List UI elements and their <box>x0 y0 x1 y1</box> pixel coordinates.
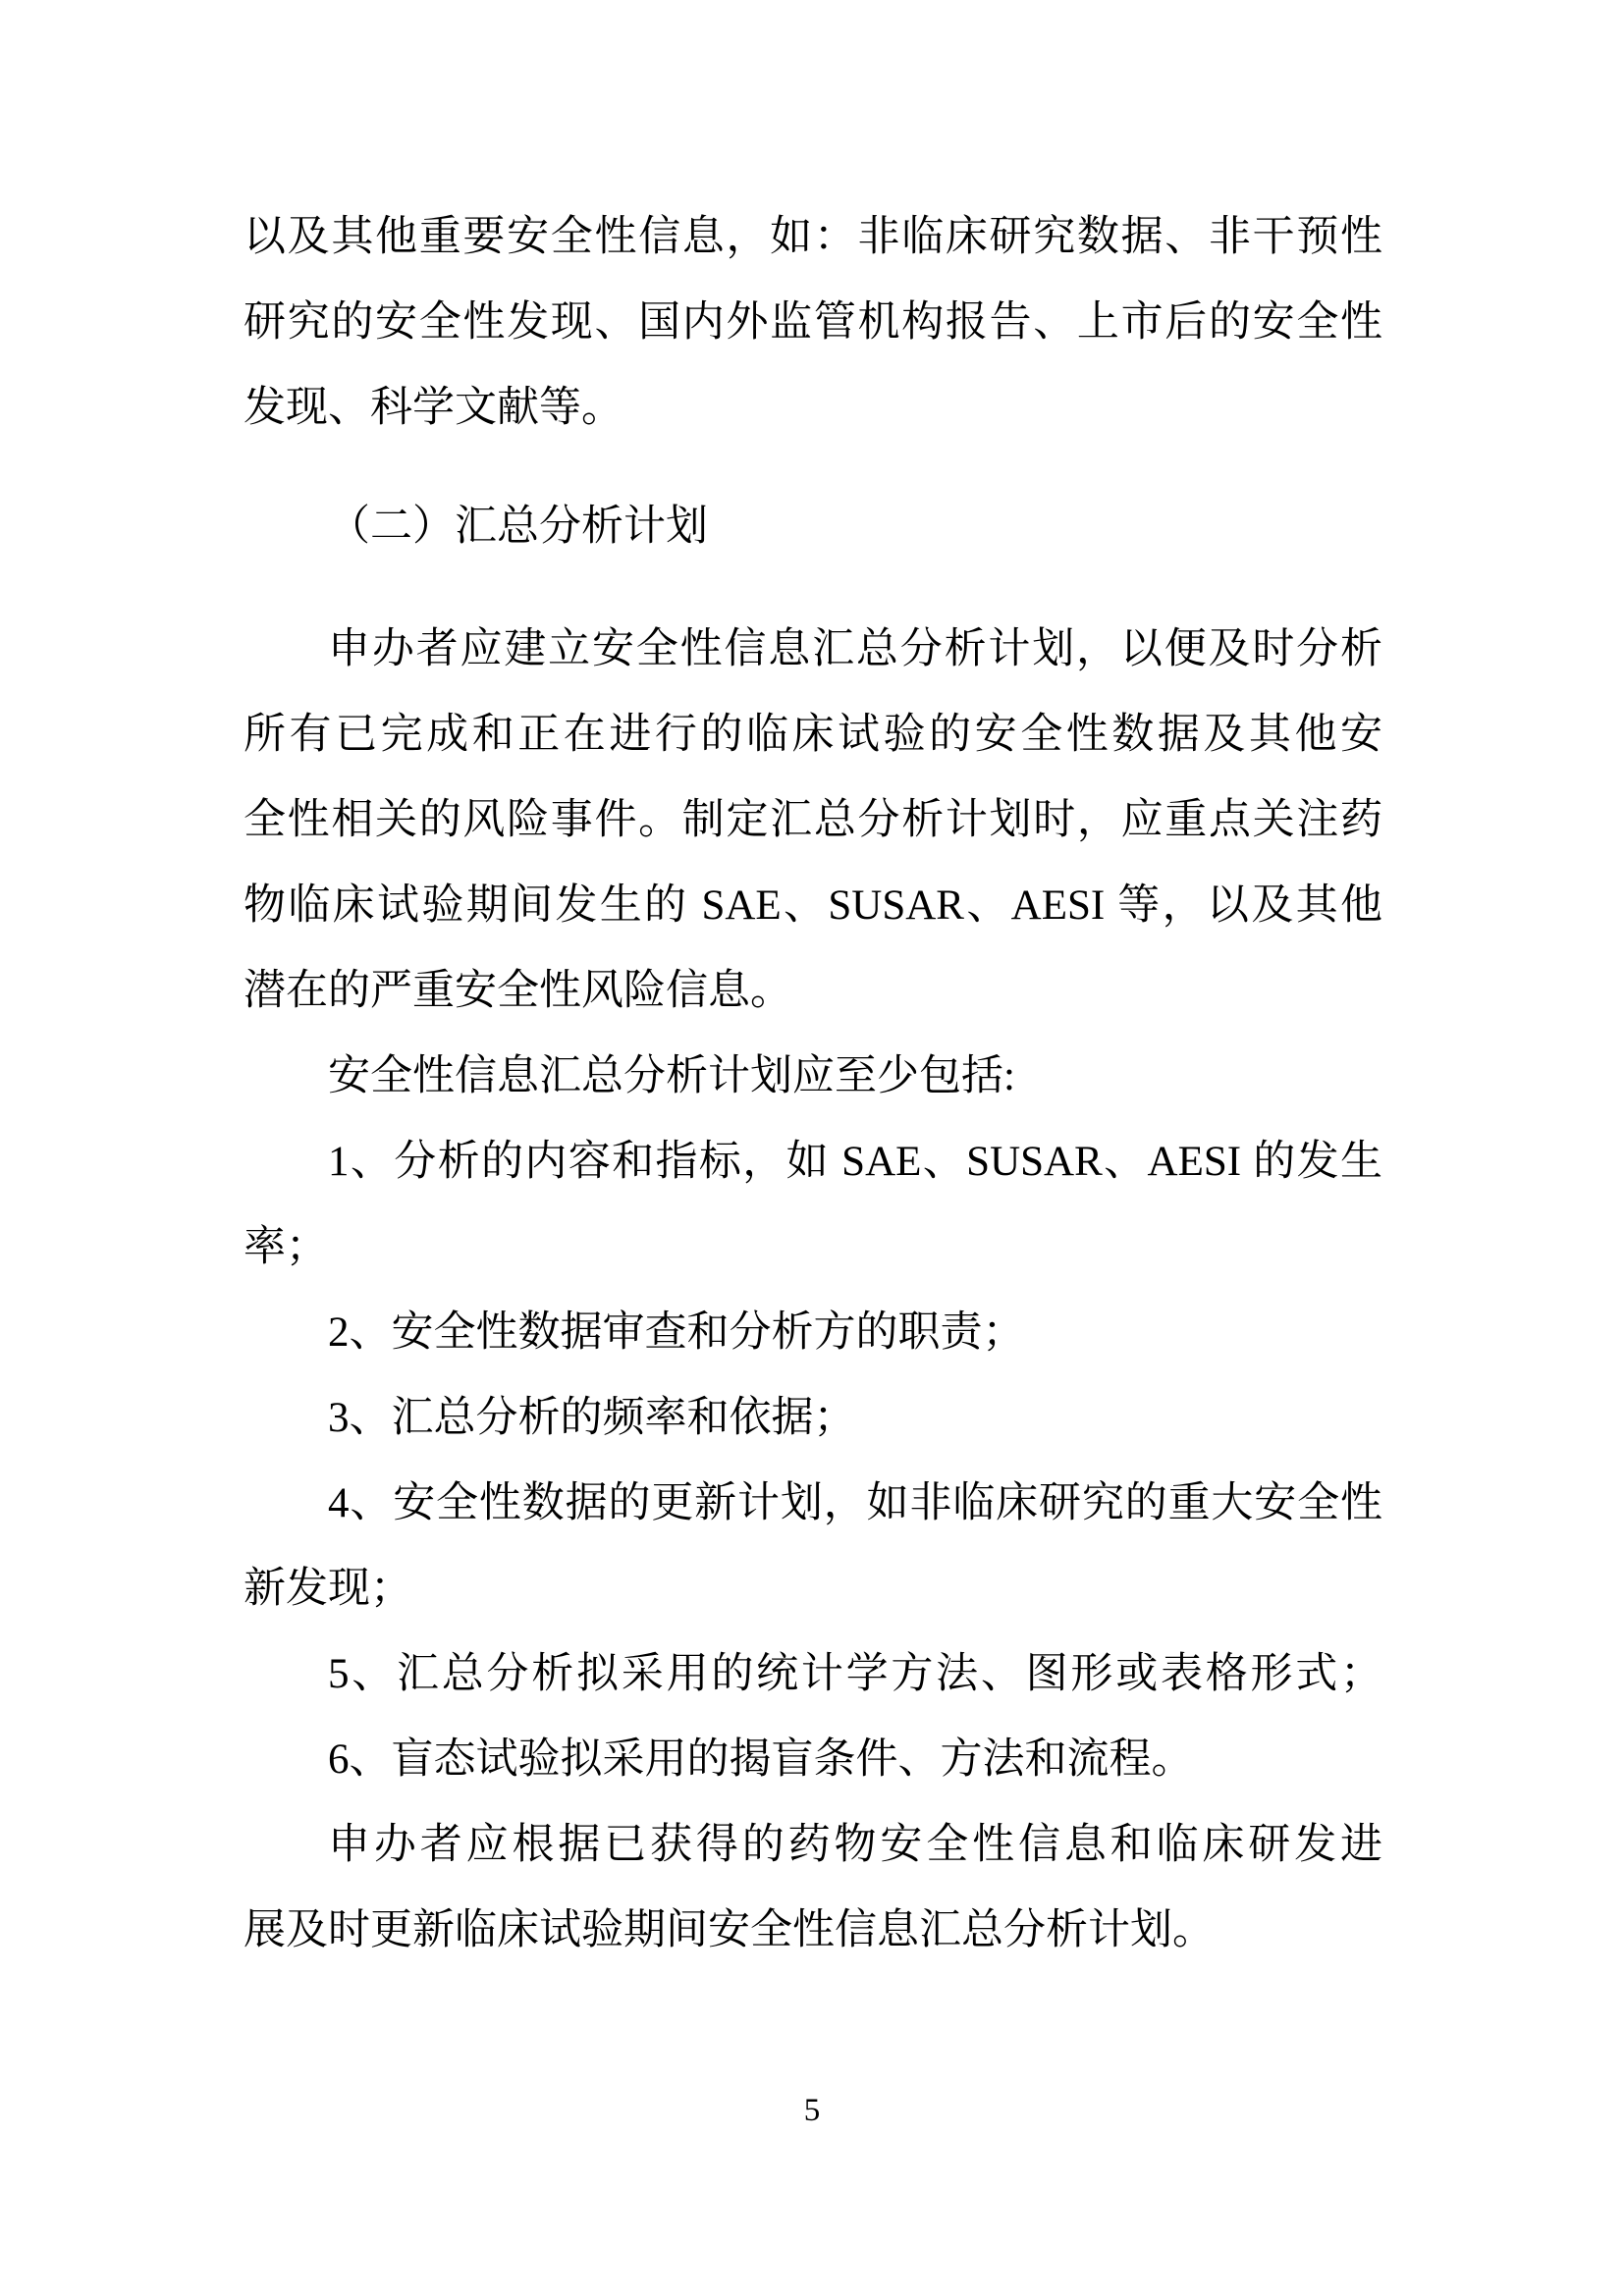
text-line: 发现、科学文献等。 <box>244 385 623 431</box>
text-line: 物临床试验期间发生的 SAE、SUSAR、AESI 等，以及其他 <box>244 882 1382 929</box>
text-line: 安全性信息汇总分析计划应至少包括: <box>328 1053 1015 1099</box>
text-line: 展及时更新临床试验期间安全性信息汇总分析计划。 <box>244 1907 1215 1953</box>
text-line: 研究的安全性发现、国内外监管机构报告、上市后的安全性 <box>244 299 1382 346</box>
list-item-line: 率； <box>244 1224 328 1270</box>
text-line: 所有已完成和正在进行的临床试验的安全性数据及其他安 <box>244 712 1382 758</box>
list-item-line: 2、安全性数据审查和分析方的职责； <box>328 1309 1025 1356</box>
page-number: 5 <box>803 2093 821 2128</box>
text-line: 申办者应建立安全性信息汇总分析计划，以便及时分析 <box>328 626 1382 672</box>
list-item-line: 1、分析的内容和指标，如 SAE、SUSAR、AESI 的发生 <box>328 1139 1382 1185</box>
text-line: 全性相关的风险事件。制定汇总分析计划时，应重点关注药 <box>244 797 1382 843</box>
text-line: 潜在的严重安全性风险信息。 <box>244 968 792 1014</box>
text-line: 申办者应根据已获得的药物安全性信息和临床研发进 <box>328 1822 1382 1868</box>
text-line: 以及其他重要安全性信息，如：非临床研究数据、非干预性 <box>244 214 1382 260</box>
list-item-line: 新发现； <box>244 1566 412 1612</box>
section-heading: （二）汇总分析计划 <box>328 504 708 550</box>
list-item-line: 5、汇总分析拟采用的统计学方法、图形或表格形式； <box>328 1651 1382 1697</box>
list-item-line: 4、安全性数据的更新计划，如非临床研究的重大安全性 <box>328 1480 1382 1526</box>
text-body <box>244 194 1382 1973</box>
list-item-line: 6、盲态试验拟采用的揭盲条件、方法和流程。 <box>328 1736 1194 1783</box>
list-item-line: 3、汇总分析的频率和依据； <box>328 1395 856 1441</box>
